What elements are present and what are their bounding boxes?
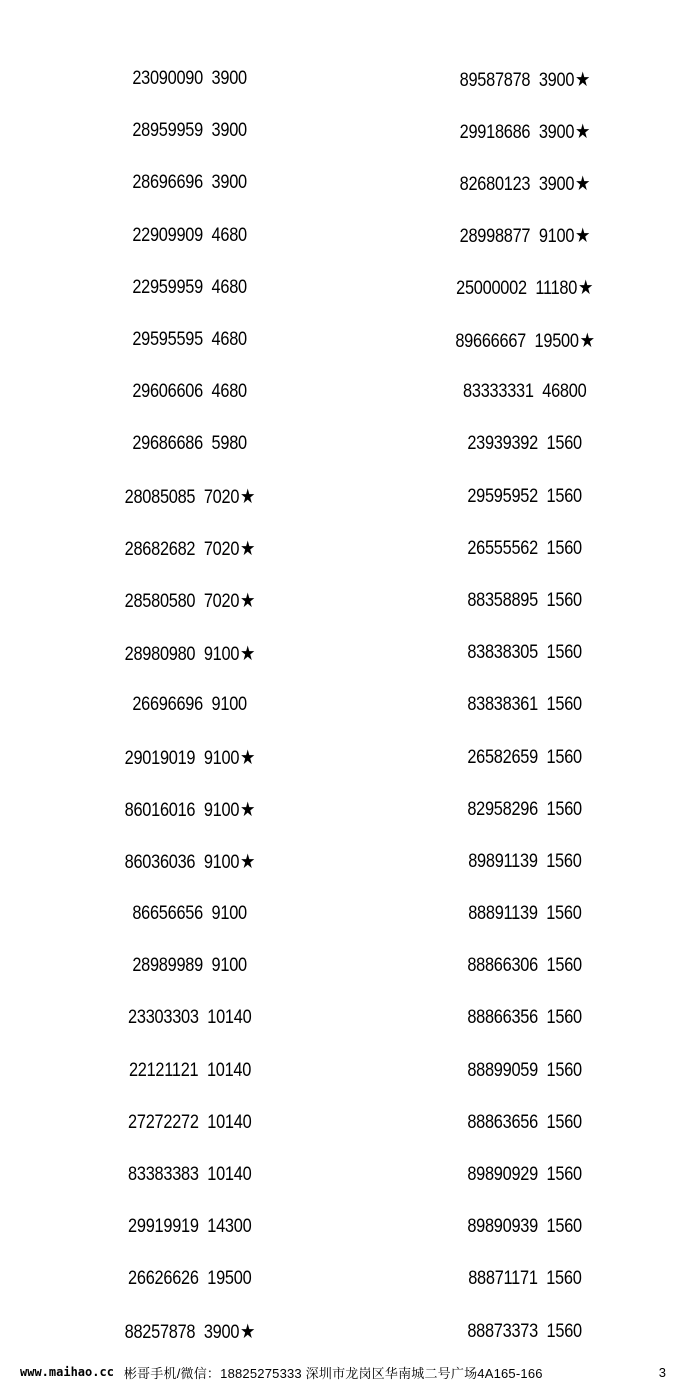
phone-number: 29919919 (128, 1216, 199, 1238)
price: 1560 (546, 537, 583, 559)
phone-number: 89890929 (467, 1164, 539, 1186)
listing-text (468, 903, 581, 925)
number-listing-row (40, 1097, 340, 1149)
phone-number: 88899059 (467, 1059, 539, 1081)
number-listing-row (375, 575, 675, 627)
phone-number: 26696696 (132, 694, 204, 716)
number-listing-row (375, 523, 675, 575)
phone-number: 89587878 (459, 69, 531, 91)
listing-text (133, 433, 248, 455)
number-listing-row (40, 157, 340, 209)
phone-number: 28959959 (132, 120, 204, 142)
star-icon: ★ (575, 68, 591, 91)
phone-number: 29606606 (132, 381, 204, 403)
price: 9100 (211, 694, 248, 716)
listing-text (468, 694, 583, 716)
phone-number: 28085085 (124, 487, 196, 509)
phone-number: 23939392 (467, 433, 539, 455)
number-listing-row (40, 1253, 340, 1305)
phone-number: 86016016 (124, 800, 196, 822)
star-icon: ★ (578, 277, 594, 300)
price: 4680 (211, 329, 248, 351)
phone-number: 26582659 (467, 746, 539, 768)
phone-number: 83838305 (467, 642, 539, 664)
listing-text (468, 1268, 581, 1290)
listing-text (125, 484, 256, 509)
phone-number: 88866356 (467, 1007, 539, 1029)
listing-text (128, 1216, 251, 1238)
listing-text (460, 223, 591, 248)
price: 19500 (207, 1268, 252, 1290)
phone-number: 29686686 (132, 433, 204, 455)
number-listing-row (375, 366, 675, 418)
listing-text (125, 797, 256, 822)
number-listing-row (375, 1306, 675, 1358)
number-listing-row (375, 784, 675, 836)
price: 3900 (203, 1322, 240, 1344)
listing-text (460, 119, 591, 144)
star-icon: ★ (575, 172, 591, 195)
listing-text (125, 1319, 256, 1344)
price: 3900 (538, 121, 575, 143)
number-listing-row (375, 940, 675, 992)
listing-text (468, 1060, 583, 1082)
number-listing-row (40, 627, 340, 679)
number-listing-row (375, 262, 675, 314)
listing-text (133, 381, 248, 403)
listing-text (468, 955, 583, 977)
price: 5980 (211, 433, 248, 455)
price: 4680 (211, 224, 248, 246)
phone-number: 86656656 (132, 903, 204, 925)
left-number-column (40, 53, 340, 1358)
number-listing-row (40, 992, 340, 1044)
price: 1560 (546, 485, 583, 507)
listing-text (125, 536, 256, 561)
listing-text (457, 275, 594, 300)
number-listing-row (375, 731, 675, 783)
price: 14300 (207, 1216, 252, 1238)
price: 7020 (203, 487, 240, 509)
phone-number: 28980980 (124, 643, 196, 665)
price: 1560 (546, 1007, 583, 1029)
price: 1560 (546, 589, 583, 611)
phone-number: 88866306 (467, 955, 539, 977)
price: 7020 (203, 539, 240, 561)
number-listing-row (40, 523, 340, 575)
listing-text (468, 747, 583, 769)
phone-number: 88863656 (467, 1111, 539, 1133)
listing-text (125, 849, 256, 874)
listing-text (128, 1112, 251, 1134)
listing-text (460, 67, 591, 92)
footer-contact-info: 彬哥手机/微信：18825275333 深圳市龙岗区华南城二号广场4A165-166 (123, 1365, 543, 1381)
number-listing-row (40, 1201, 340, 1253)
number-listing-row (375, 1097, 675, 1149)
phone-number: 89890939 (467, 1216, 539, 1238)
number-listing-row (375, 157, 675, 209)
price: 9100 (203, 643, 240, 665)
listing-text (468, 486, 583, 508)
price: 9100 (538, 226, 575, 248)
number-listing-row (40, 940, 340, 992)
number-listing-row (375, 1045, 675, 1097)
listing-text (468, 851, 581, 873)
star-icon: ★ (575, 120, 591, 143)
listing-text (468, 1321, 583, 1343)
listing-text (133, 225, 248, 247)
phone-number: 29019019 (124, 748, 196, 770)
star-icon: ★ (240, 486, 256, 509)
listing-text (128, 1268, 251, 1290)
price: 10140 (207, 1111, 252, 1133)
price: 3900 (211, 172, 248, 194)
number-listing-row (375, 105, 675, 157)
listing-text (468, 590, 583, 612)
number-listing-row (375, 314, 675, 366)
right-number-column (375, 53, 675, 1358)
phone-number: 86036036 (124, 852, 196, 874)
listing-text (463, 381, 586, 403)
phone-number: 88257878 (124, 1322, 196, 1344)
phone-number: 82680123 (459, 173, 531, 195)
star-icon: ★ (240, 590, 256, 613)
number-listing-row (40, 53, 340, 105)
number-listing-row (40, 314, 340, 366)
price: 9100 (203, 800, 240, 822)
number-listing-row (40, 679, 340, 731)
listing-text (128, 1164, 251, 1186)
price: 9100 (211, 903, 248, 925)
price: 1560 (546, 1268, 582, 1290)
phone-number: 29595952 (467, 485, 539, 507)
listing-text (133, 903, 248, 925)
listing-text (455, 328, 594, 353)
number-listing-row (40, 210, 340, 262)
phone-number: 88358895 (467, 589, 539, 611)
price: 3900 (538, 173, 575, 195)
listing-text (468, 1216, 583, 1238)
number-listing-row (40, 418, 340, 470)
listing-text (125, 641, 256, 666)
star-icon: ★ (240, 851, 256, 874)
phone-number: 29918686 (459, 121, 531, 143)
price: 1560 (546, 642, 583, 664)
phone-number: 26555562 (467, 537, 539, 559)
listing-text (460, 171, 591, 196)
listing-text (133, 329, 248, 351)
price: 46800 (542, 381, 587, 403)
listing-text (468, 538, 583, 560)
phone-number: 25000002 (456, 278, 528, 300)
phone-number: 28998877 (459, 226, 531, 248)
price: 1560 (546, 1111, 583, 1133)
listing-text (468, 433, 583, 455)
phone-number: 27272272 (128, 1111, 199, 1133)
number-listing-row (375, 210, 675, 262)
number-listing-row (375, 627, 675, 679)
phone-number: 28682682 (124, 539, 196, 561)
number-listing-row (40, 1045, 340, 1097)
price: 9100 (211, 955, 248, 977)
number-listing-row (40, 575, 340, 627)
phone-number: 22959959 (132, 276, 204, 298)
star-icon: ★ (240, 1321, 256, 1344)
price: 1560 (546, 798, 583, 820)
phone-number: 83838361 (467, 694, 539, 716)
number-listing-row (40, 1149, 340, 1201)
number-listing-row (40, 731, 340, 783)
listing-text (133, 955, 248, 977)
number-listing-row (375, 418, 675, 470)
phone-number: 82958296 (467, 798, 539, 820)
star-icon: ★ (240, 642, 256, 665)
price: 4680 (211, 276, 248, 298)
price: 4680 (211, 381, 248, 403)
price: 1560 (546, 1059, 583, 1081)
listing-text (468, 799, 583, 821)
number-listing-row (375, 836, 675, 888)
listing-text (133, 120, 248, 142)
listing-text (133, 68, 248, 90)
price: 10140 (206, 1059, 252, 1081)
price: 10140 (207, 1164, 252, 1186)
price: 1560 (546, 903, 582, 925)
number-listing-row (375, 992, 675, 1044)
price: 9100 (203, 852, 240, 874)
number-listing-row (40, 1306, 340, 1358)
price: 1560 (546, 746, 583, 768)
star-icon: ★ (240, 747, 256, 770)
phone-number: 88871171 (468, 1268, 538, 1290)
phone-number: 83383383 (128, 1164, 199, 1186)
price: 1560 (546, 433, 583, 455)
phone-number: 28696696 (132, 172, 204, 194)
price: 3900 (211, 68, 248, 90)
number-listing-row (40, 366, 340, 418)
phone-number: 89891139 (468, 850, 538, 872)
price: 3900 (538, 69, 575, 91)
number-listing-row (40, 784, 340, 836)
price: 1560 (546, 1216, 583, 1238)
phone-number: 83333331 (463, 381, 534, 403)
price: 11180 (535, 278, 578, 300)
number-listing-row (40, 262, 340, 314)
listing-text (133, 172, 248, 194)
number-listing-row (40, 105, 340, 157)
phone-number: 28580580 (124, 591, 196, 613)
number-listing-row (375, 1149, 675, 1201)
listing-text (468, 1007, 583, 1029)
star-icon: ★ (575, 225, 591, 248)
number-listing-row (40, 471, 340, 523)
phone-number: 29595595 (132, 329, 204, 351)
page-number: 3 (658, 1364, 666, 1380)
number-listing-row (375, 1253, 675, 1305)
phone-number: 22121121 (128, 1059, 199, 1081)
price: 1560 (546, 850, 582, 872)
star-icon: ★ (579, 329, 595, 352)
listing-text (133, 277, 248, 299)
price: 1560 (546, 1320, 583, 1342)
listing-text (468, 1112, 583, 1134)
listing-text (468, 1164, 583, 1186)
number-listing-row (40, 836, 340, 888)
phone-number: 26626626 (128, 1268, 199, 1290)
phone-number: 28989989 (132, 955, 204, 977)
number-listing-row (375, 471, 675, 523)
phone-number: 89666667 (455, 330, 526, 352)
price: 19500 (534, 330, 579, 352)
listing-text (128, 1007, 251, 1029)
number-listing-row (375, 679, 675, 731)
price: 1560 (546, 955, 583, 977)
number-listing-row (375, 1201, 675, 1253)
listing-text (129, 1060, 251, 1082)
phone-number: 88873373 (467, 1320, 539, 1342)
listing-text (125, 588, 256, 613)
price: 1560 (546, 1164, 583, 1186)
footer-website[interactable]: www.maihao.cc (20, 1365, 114, 1379)
footer (0, 1360, 700, 1384)
star-icon: ★ (240, 799, 256, 822)
price: 7020 (203, 591, 240, 613)
price: 10140 (207, 1007, 252, 1029)
number-listing-row (375, 53, 675, 105)
listing-text (133, 694, 248, 716)
price: 9100 (203, 748, 240, 770)
price: 1560 (546, 694, 583, 716)
star-icon: ★ (240, 538, 256, 561)
number-listing-row (40, 888, 340, 940)
phone-number: 23090090 (132, 68, 204, 90)
phone-number: 22909909 (132, 224, 204, 246)
listing-text (468, 642, 583, 664)
number-listing-row (375, 888, 675, 940)
price: 3900 (211, 120, 248, 142)
phone-number: 88891139 (468, 903, 538, 925)
listing-text (125, 745, 256, 770)
phone-number: 23303303 (128, 1007, 199, 1029)
